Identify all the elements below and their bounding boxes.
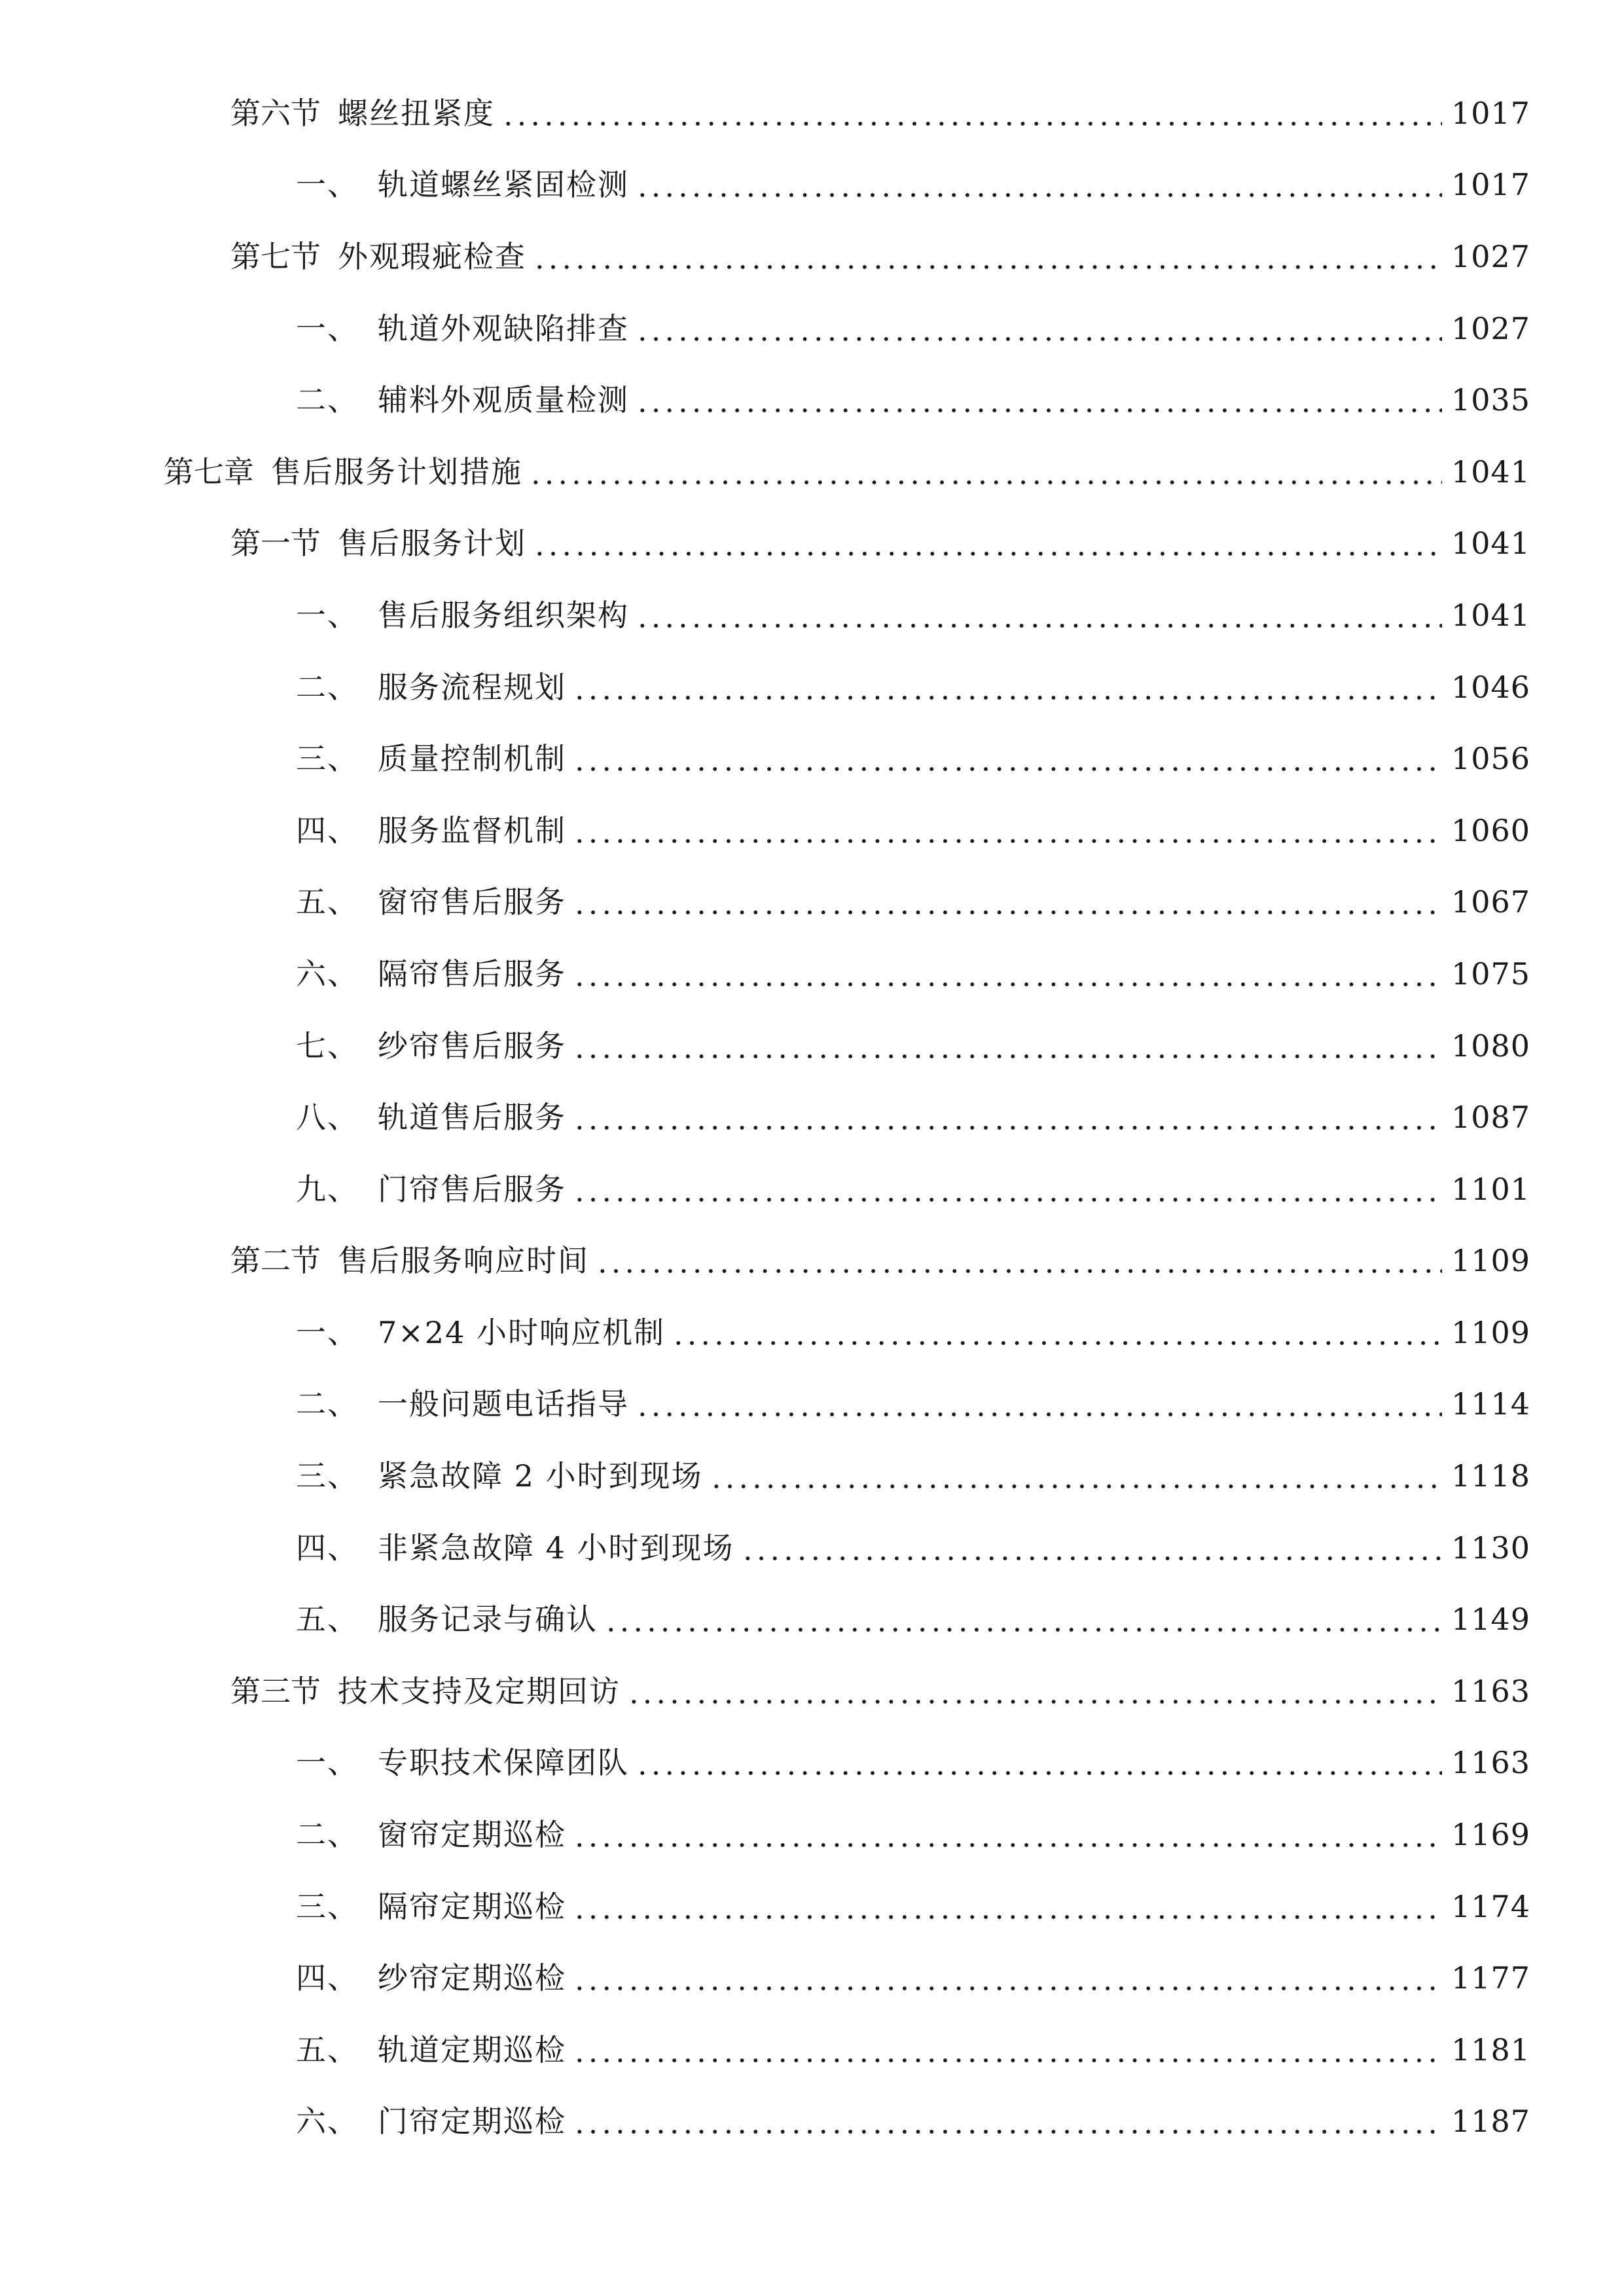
toc-entry-number: 四、 bbox=[296, 1530, 359, 1566]
toc-dot-leader bbox=[604, 1601, 1442, 1638]
toc-entry-number: 一、 bbox=[296, 167, 359, 203]
toc-entry-title: 轨道售后服务 bbox=[378, 1100, 566, 1136]
toc-entry-number: 八、 bbox=[296, 1100, 359, 1136]
toc-entry-number: 一、 bbox=[296, 1314, 359, 1350]
toc-entry-page-number: 1060 bbox=[1451, 812, 1531, 848]
toc-entry-title: 非紧急故障 4 小时到现场 bbox=[378, 1530, 734, 1566]
toc-entry-item[interactable] bbox=[0, 1512, 1624, 1584]
toc-dot-leader bbox=[573, 812, 1442, 849]
toc-entry-number: 一、 bbox=[296, 597, 359, 633]
toc-entry-page-number: 1075 bbox=[1451, 956, 1531, 992]
toc-entry-title: 质量控制机制 bbox=[378, 741, 566, 777]
toc-entry-number: 六、 bbox=[296, 956, 359, 992]
toc-entry-title: 技术支持及定期回访 bbox=[338, 1673, 621, 1709]
toc-entry-item[interactable] bbox=[0, 867, 1624, 939]
toc-entry-title: 售后服务响应时间 bbox=[338, 1243, 589, 1279]
toc-entry-item[interactable] bbox=[0, 2014, 1624, 2086]
toc-entry-item[interactable] bbox=[0, 1369, 1624, 1441]
toc-entry-title: 售后服务计划 bbox=[338, 526, 526, 562]
toc-dot-leader bbox=[573, 956, 1442, 992]
toc-entry-number: 第一节 bbox=[230, 526, 321, 562]
toc-dot-leader bbox=[741, 1530, 1442, 1566]
toc-dot-leader bbox=[573, 1888, 1442, 1925]
toc-entry-title: 窗帘定期巡检 bbox=[378, 1817, 566, 1853]
toc-entry-number: 第二节 bbox=[230, 1243, 321, 1279]
toc-entry-number: 一、 bbox=[296, 310, 359, 346]
toc-entry-item[interactable] bbox=[0, 2086, 1624, 2158]
toc-entry-page-number: 1163 bbox=[1451, 1745, 1531, 1781]
toc-entry-page-number: 1149 bbox=[1451, 1602, 1531, 1638]
toc-entry-title: 服务记录与确认 bbox=[378, 1602, 598, 1638]
toc-entry-page-number: 1187 bbox=[1451, 2104, 1531, 2140]
toc-dot-leader bbox=[573, 2032, 1442, 2068]
toc-entry-number: 二、 bbox=[296, 1817, 359, 1853]
toc-entry-item[interactable] bbox=[0, 651, 1624, 723]
toc-dot-leader bbox=[573, 669, 1442, 706]
toc-entry-page-number: 1109 bbox=[1451, 1314, 1531, 1350]
toc-entry-title: 轨道外观缺陷排查 bbox=[378, 310, 629, 346]
toc-entry-number: 五、 bbox=[296, 884, 359, 920]
toc-dot-leader bbox=[529, 454, 1442, 490]
toc-entry-page-number: 1027 bbox=[1451, 238, 1531, 274]
toc-entry-number: 七、 bbox=[296, 1028, 359, 1064]
toc-entry-chapter[interactable] bbox=[0, 436, 1624, 508]
toc-entry-title: 隔帘定期巡检 bbox=[378, 1888, 566, 1924]
toc-entry-number: 六、 bbox=[296, 2104, 359, 2140]
toc-entry-page-number: 1027 bbox=[1451, 310, 1531, 346]
toc-entry-title: 窗帘售后服务 bbox=[378, 884, 566, 920]
toc-entry-item[interactable] bbox=[0, 1440, 1624, 1512]
toc-dot-leader bbox=[636, 382, 1442, 418]
toc-entry-number: 四、 bbox=[296, 1960, 359, 1996]
toc-entry-number: 第七节 bbox=[230, 238, 321, 274]
toc-entry-page-number: 1080 bbox=[1451, 1028, 1531, 1064]
toc-entry-number: 九、 bbox=[296, 1171, 359, 1207]
toc-entry-page-number: 1046 bbox=[1451, 669, 1531, 705]
toc-entry-page-number: 1035 bbox=[1451, 382, 1531, 418]
toc-entry-item[interactable] bbox=[0, 1081, 1624, 1153]
toc-entry-title: 门帘定期巡检 bbox=[378, 2104, 566, 2140]
toc-entry-page-number: 1163 bbox=[1451, 1673, 1531, 1709]
toc-dot-leader bbox=[710, 1458, 1442, 1494]
toc-entry-page-number: 1181 bbox=[1451, 2032, 1531, 2068]
toc-entry-page-number: 1067 bbox=[1451, 884, 1531, 920]
toc-entry-item[interactable] bbox=[0, 364, 1624, 436]
toc-entry-title: 螺丝扭紧度 bbox=[338, 95, 495, 131]
toc-dot-leader bbox=[636, 310, 1442, 347]
toc-entry-section[interactable] bbox=[0, 77, 1624, 149]
toc-entry-title: 一般问题电话指导 bbox=[378, 1386, 629, 1422]
toc-entry-item[interactable] bbox=[0, 1942, 1624, 2014]
toc-dot-leader bbox=[573, 884, 1442, 920]
toc-entry-title: 服务监督机制 bbox=[378, 812, 566, 848]
toc-entry-section[interactable] bbox=[0, 1225, 1624, 1297]
toc-entry-title: 售后服务计划措施 bbox=[271, 454, 522, 490]
toc-entry-section[interactable] bbox=[0, 1655, 1624, 1727]
toc-entry-item[interactable] bbox=[0, 795, 1624, 867]
toc-entry-number: 第六节 bbox=[230, 95, 321, 131]
toc-dot-leader bbox=[672, 1314, 1442, 1351]
toc-dot-leader bbox=[636, 1386, 1442, 1422]
toc-entry-number: 第七章 bbox=[164, 454, 254, 490]
toc-dot-leader bbox=[533, 238, 1442, 275]
toc-entry-page-number: 1041 bbox=[1451, 597, 1531, 633]
toc-dot-leader bbox=[636, 166, 1442, 203]
toc-dot-leader bbox=[636, 1744, 1442, 1781]
toc-entry-title: 专职技术保障团队 bbox=[378, 1745, 629, 1781]
toc-entry-item[interactable] bbox=[0, 1727, 1624, 1799]
toc-entry-item[interactable] bbox=[0, 1799, 1624, 1871]
toc-dot-leader bbox=[573, 2103, 1442, 2140]
toc-entry-number: 一、 bbox=[296, 1745, 359, 1781]
toc-entry-title: 轨道螺丝紧固检测 bbox=[378, 167, 629, 203]
toc-dot-leader bbox=[533, 525, 1442, 562]
toc-entry-number: 四、 bbox=[296, 812, 359, 848]
toc-entry-number: 二、 bbox=[296, 382, 359, 418]
toc-dot-leader bbox=[573, 1028, 1442, 1064]
toc-entry-number: 三、 bbox=[296, 741, 359, 777]
toc-entry-title: 外观瑕疵检查 bbox=[338, 238, 526, 274]
toc-entry-title: 紧急故障 2 小时到现场 bbox=[378, 1458, 703, 1494]
toc-dot-leader bbox=[573, 1816, 1442, 1853]
toc-dot-leader bbox=[501, 95, 1442, 132]
toc-entry-page-number: 1017 bbox=[1451, 167, 1531, 203]
toc-entry-page-number: 1041 bbox=[1451, 454, 1531, 490]
toc-entry-section[interactable] bbox=[0, 508, 1624, 580]
toc-entry-title: 门帘售后服务 bbox=[378, 1171, 566, 1207]
toc-entry-item[interactable] bbox=[0, 293, 1624, 365]
toc-entry-title: 隔帘售后服务 bbox=[378, 956, 566, 992]
toc-entry-page-number: 1109 bbox=[1451, 1243, 1531, 1279]
toc-entry-item[interactable] bbox=[0, 1153, 1624, 1225]
toc-dot-leader bbox=[636, 597, 1442, 634]
toc-entry-item[interactable] bbox=[0, 149, 1624, 221]
toc-dot-leader bbox=[573, 1960, 1442, 1996]
toc-entry-title: 纱帘售后服务 bbox=[378, 1028, 566, 1064]
toc-entry-page-number: 1169 bbox=[1451, 1817, 1531, 1853]
toc-entry-page-number: 1101 bbox=[1451, 1171, 1531, 1207]
toc-entry-title: 纱帘定期巡检 bbox=[378, 1960, 566, 1996]
toc-entry-title: 售后服务组织架构 bbox=[378, 597, 629, 633]
toc-entry-item[interactable] bbox=[0, 938, 1624, 1010]
toc-dot-leader bbox=[573, 1099, 1442, 1136]
toc-entry-title: 7×24 小时响应机制 bbox=[378, 1314, 665, 1350]
toc-entry-number: 五、 bbox=[296, 1602, 359, 1638]
toc-entry-page-number: 1087 bbox=[1451, 1100, 1531, 1136]
toc-entry-page-number: 1174 bbox=[1451, 1888, 1531, 1924]
toc-entry-section[interactable] bbox=[0, 221, 1624, 293]
toc-entry-item[interactable] bbox=[0, 1871, 1624, 1943]
toc-entry-page-number: 1177 bbox=[1451, 1960, 1531, 1996]
toc-entry-item[interactable] bbox=[0, 723, 1624, 795]
toc-dot-leader bbox=[573, 740, 1442, 777]
toc-entry-title: 轨道定期巡检 bbox=[378, 2032, 566, 2068]
toc-dot-leader bbox=[596, 1242, 1442, 1279]
table-of-contents bbox=[0, 77, 1624, 2157]
toc-entry-number: 二、 bbox=[296, 669, 359, 705]
toc-entry-page-number: 1056 bbox=[1451, 741, 1531, 777]
toc-entry-item[interactable] bbox=[0, 579, 1624, 651]
toc-entry-page-number: 1130 bbox=[1451, 1530, 1531, 1566]
toc-entry-number: 五、 bbox=[296, 2032, 359, 2068]
toc-entry-number: 第三节 bbox=[230, 1673, 321, 1709]
toc-entry-page-number: 1041 bbox=[1451, 526, 1531, 562]
toc-entry-title: 服务流程规划 bbox=[378, 669, 566, 705]
toc-entry-number: 二、 bbox=[296, 1386, 359, 1422]
toc-entry-item[interactable] bbox=[0, 1583, 1624, 1655]
toc-entry-number: 三、 bbox=[296, 1458, 359, 1494]
toc-entry-number: 三、 bbox=[296, 1888, 359, 1924]
toc-entry-title: 辅料外观质量检测 bbox=[378, 382, 629, 418]
toc-entry-page-number: 1114 bbox=[1451, 1386, 1531, 1422]
toc-dot-leader bbox=[627, 1673, 1442, 1710]
toc-dot-leader bbox=[573, 1171, 1442, 1208]
toc-entry-item[interactable] bbox=[0, 1010, 1624, 1082]
toc-entry-item[interactable] bbox=[0, 1297, 1624, 1369]
toc-entry-page-number: 1118 bbox=[1451, 1458, 1531, 1494]
toc-entry-page-number: 1017 bbox=[1451, 95, 1531, 131]
